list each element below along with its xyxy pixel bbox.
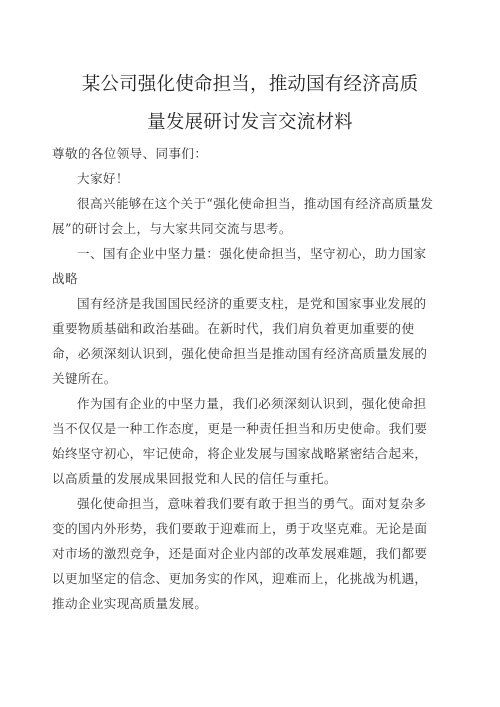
paragraph-intro: 很高兴能够在这个关于“强化使命担当，推动国有经济高质量发展”的研讨会上，与大家共同交流与思考。	[52, 196, 434, 236]
paragraph: 强化使命担当，意味着我们要有敢于担当的勇气。面对复杂多变的国内外形势，我们要敢于迎难而上，勇于攻坚克难。无论是面对市场的激烈竞争，还是面对企业内部的改革发展难题，我们都要以更加坚定的信念、更加务实的作风，迎难而上，化挑战为机遇，推动企业实现高质量发展。	[52, 496, 428, 611]
paragraph: 作为国有企业的中坚力量，我们必须深刻认识到，强化使命担当不仅仅是一种工作态度，更是一种责任担当和历史使命。我们要始终坚守初心，牢记使命，将企业发展与国家战略紧密结合起来，以高质量的发展成果回报党和人民的信任与重托。	[52, 396, 428, 486]
section-heading-1: 一、国有企业中坚力量：强化使命担当，坚守初心，助力国家战略	[52, 246, 427, 286]
document-title-line-1: 某公司强化使命担当，推动国有经济高质	[81, 74, 419, 95]
greeting: 大家好！	[77, 171, 129, 186]
salutation: 尊敬的各位领导、同事们：	[52, 146, 208, 161]
paragraph: 国有经济是我国国民经济的重要支柱，是党和国家事业发展的重要物质基础和政治基础。在新时代，我们肩负着更加重要的使命，必须深刻认识到，强化使命担当是推动国有经济高质量发展的关键所在。	[52, 296, 428, 386]
document-title-line-2: 量发展研讨发言交流材料	[147, 112, 353, 133]
document-body	[52, 141, 438, 616]
